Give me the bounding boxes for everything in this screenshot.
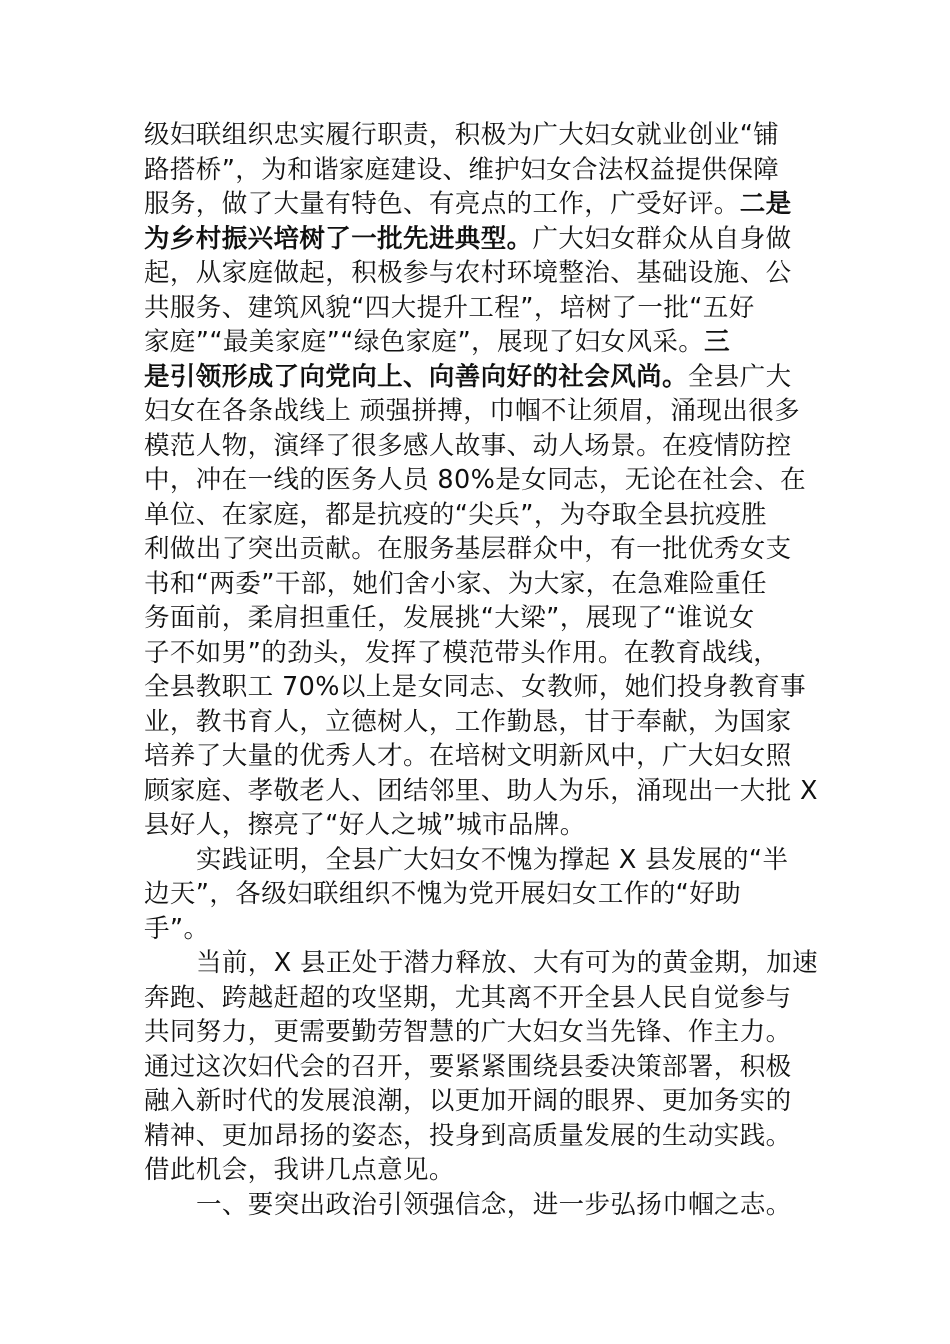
- text-line: 奔跑、跨越赶超的攻坚期，尤其离不开全县人民自觉参与: [144, 982, 792, 1013]
- text-run: 家庭”“最美家庭”“绿色家庭”，展现了妇女风采。: [144, 327, 705, 357]
- text-line: 共同努力，更需要勤劳智慧的广大妇女当先锋、作主力。: [144, 1017, 792, 1047]
- text-line: 手”。: [144, 913, 210, 944]
- text-line: 精神、更加昂扬的姿态，投身到高质量发展的生动实践。: [144, 1120, 792, 1151]
- text-line: 县好人，擦亮了“好人之城”城市品牌。: [144, 810, 586, 840]
- text-line: [144, 187, 814, 222]
- text-run: 全县广大: [687, 361, 792, 392]
- text-line: 起，从家庭做起，积极参与农村环境整治、基础设施、公: [144, 258, 792, 288]
- text-line: 子不如男”的劲头，发挥了模范带头作用。在教育战线，: [144, 637, 780, 668]
- text-line: 模范人物，演绎了很多感人故事、动人场景。在疫情防控: [144, 430, 792, 461]
- bold-run: 是引领形成了向党向上、向善向好的社会风尚。: [144, 361, 688, 392]
- bold-run: 三: [704, 327, 731, 357]
- section-heading: 一、要突出政治引领强信念，进一步弘扬巾帼之志。: [196, 1189, 792, 1220]
- text-line: [144, 222, 814, 257]
- text-line: 中，冲在一线的医务人员 80%是女同志，无论在社会、在: [144, 465, 807, 495]
- text-line: [144, 360, 814, 395]
- text-line: 培养了大量的优秀人才。在培树文明新风中，广大妇女照: [144, 741, 792, 771]
- paragraph-first-line: 实践证明，全县广大妇女不愧为撑起 X 县发展的“半: [196, 844, 789, 875]
- text-line: 务面前，柔肩担重任，发展挑“大梁”，展现了“谁说女: [144, 603, 755, 633]
- bold-run: 为乡村振兴培树了一批先进典型。: [144, 223, 533, 254]
- text-line: [144, 325, 814, 360]
- text-line: 顾家庭、孝敬老人、团结邻里、助人为乐，涌现出一大批 X: [144, 775, 818, 806]
- text-line: 通过这次妇代会的召开，要紧紧围绕县委决策部署，积极: [144, 1051, 792, 1082]
- text-line: 妇女在各条战线上 顽强拼搏，巾帼不让须眉，涌现出很多: [144, 396, 801, 426]
- body-text: [144, 118, 819, 1222]
- text-line: 融入新时代的发展浪潮，以更加开阔的眼界、更加务实的: [144, 1086, 792, 1116]
- text-line: 单位、在家庭，都是抗疫的“尖兵”，为夺取全县抗疫胜: [144, 499, 767, 530]
- text-line: 借此机会，我讲几点意见。: [144, 1155, 455, 1185]
- paragraph-first-line: 当前，X 县正处于潜力释放、大有可为的黄金期，加速: [196, 948, 819, 978]
- text-line: 级妇联组织忠实履行职责，积极为广大妇女就业创业“铺: [144, 120, 780, 150]
- bold-run: 二是: [739, 189, 792, 219]
- text-line: 业，教书育人，立德树人，工作勤恳，甘于奉献，为国家: [144, 706, 792, 737]
- text-line: 书和“两委”干部，她们舍小家、为大家，在急难险重任: [144, 568, 767, 599]
- text-line: 利做出了突出贡献。在服务基层群众中，有一批优秀女支: [144, 534, 792, 564]
- text-line: 边天”，各级妇联组织不愧为党开展妇女工作的“好助: [144, 879, 742, 909]
- text-line: 共服务、建筑风貌“四大提升工程”，培树了一批“五好: [144, 292, 755, 323]
- text-line: 路搭桥”，为和谐家庭建设、维护妇女合法权益提供保障: [144, 154, 780, 185]
- text-line: 全县教职工 70%以上是女同志、女教师，她们投身教育事: [144, 672, 807, 702]
- text-run: 广大妇女群众从自身做: [532, 223, 792, 254]
- text-run: 服务，做了大量有特色、有亮点的工作，广受好评。: [144, 189, 740, 219]
